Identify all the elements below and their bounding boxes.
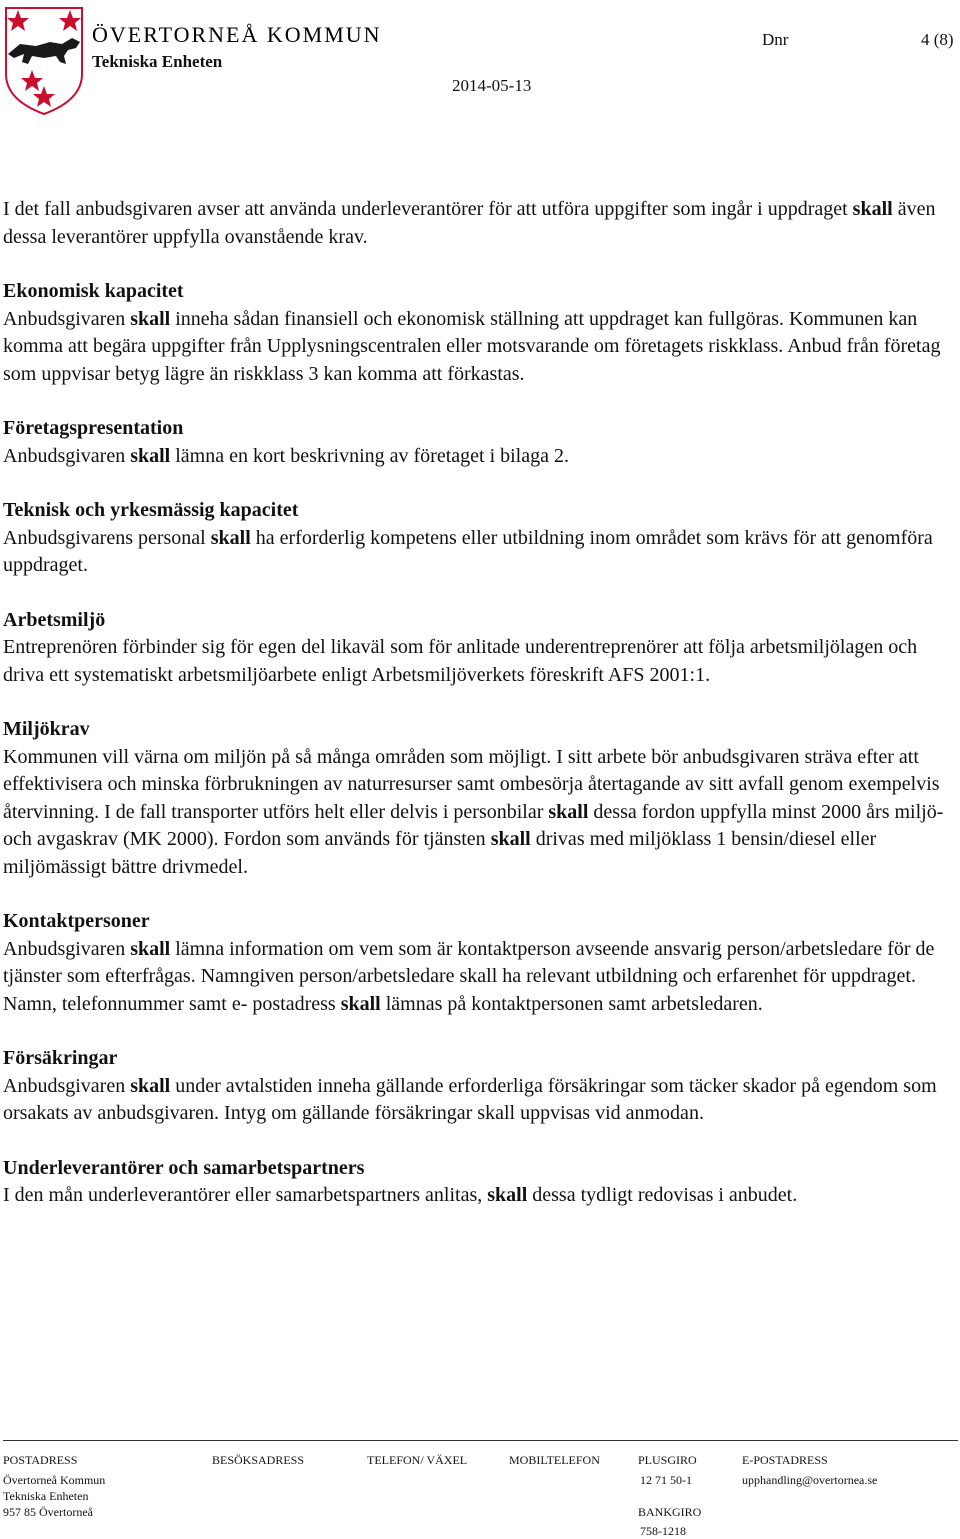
section-paragraph [3, 634, 958, 689]
emphasis-text: skall [852, 198, 893, 220]
paragraph-text: lämna en kort beskrivning av företaget i bilaga 2. [170, 444, 569, 467]
paragraph-text: inneha sådan finansiell och ekonomisk ställning att uppdraget kan fullgöras. Kommunen kan komma att begära uppgifter från Upplysningscentralen eller motsvarande om företagets riskklass. Anbud från företag som uppvisar betyg lägre än riskklass 3 kan komma att förkastas. [3, 307, 941, 385]
footer-address-line: Övertorneå Kommun [3, 1473, 106, 1487]
footer-telefon-label: TELEFON/ VÄXEL [367, 1453, 468, 1467]
paragraph-text: Anbudsgivaren [3, 1074, 131, 1097]
emphasis-text: skall [130, 444, 171, 467]
paragraph-text: Anbudsgivaren [3, 444, 131, 467]
organization-unit: Tekniska Enheten [92, 52, 223, 71]
emphasis-text: skall [130, 937, 171, 960]
footer-postadress-label: POSTADRESS [3, 1453, 78, 1467]
section-paragraph [3, 443, 958, 471]
emphasis-text: skall [130, 1074, 171, 1097]
emphasis-text: skall [130, 307, 171, 330]
section-paragraph [3, 936, 958, 1019]
footer-email-link[interactable]: upphandling@overtornea.se [742, 1473, 878, 1487]
section-paragraph [3, 744, 958, 882]
section-paragraph [3, 1182, 958, 1210]
section-heading: Underleverantörer och samarbetspartners [3, 1156, 365, 1179]
section-paragraph [3, 525, 958, 580]
footer-address-line: Tekniska Enheten [3, 1489, 89, 1503]
section-paragraph [3, 1073, 958, 1128]
intro-paragraph [3, 196, 958, 251]
section-heading: Ekonomisk kapacitet [3, 280, 184, 302]
emphasis-text: skall [340, 992, 381, 1015]
paragraph-text: I den mån underleverantörer eller samarbetspartners anlitas, [3, 1184, 488, 1206]
emphasis-text: skall [490, 828, 531, 850]
page-number: 4 (8) [921, 30, 954, 49]
municipal-crest-logo [2, 4, 86, 116]
footer-bankgiro-value: 758-1218 [640, 1524, 686, 1538]
footer-plusgiro-label: PLUSGIRO [638, 1453, 697, 1467]
footer-plusgiro-value: 12 71 50-1 [640, 1473, 692, 1487]
paragraph-text: lämnas på kontaktpersonen samt arbetsledaren. [380, 992, 763, 1015]
footer-divider [3, 1440, 958, 1441]
paragraph-text: drivas med miljöklass 1 bensin/diesel eller miljömässigt bättre drivmedel. [3, 828, 877, 878]
paragraph-text: dessa fordon uppfylla minst 2000 års miljö- och avgaskrav (MK 2000). Fordon som används för tjänsten [3, 800, 944, 850]
paragraph-text: under avtalstiden inneha gällande erforderliga försäkringar som täcker skador på egendom som orsakats av anbudsgivaren. Intyg om gällande försäkringar skall uppvisas vid anmodan. [3, 1074, 937, 1124]
document-date: 2014-05-13 [452, 76, 532, 95]
paragraph-text: Entreprenören förbinder sig för egen del likaväl som för anlitade underentreprenörer att följa arbetsmiljölagen och driva ett systematiskt arbetsmiljöarbete enligt Arbetsmiljöverkets föreskrift AFS 2001:1. [3, 636, 918, 686]
footer-bankgiro-label: BANKGIRO [638, 1505, 702, 1519]
emphasis-text: skall [487, 1184, 528, 1206]
footer-besoksadress-label: BESÖKSADRESS [212, 1453, 305, 1467]
paragraph-text: ha erforderlig kompetens eller utbildning inom området som krävs för att genomföra uppdraget. [3, 526, 933, 576]
section-heading: Kontaktpersoner [3, 910, 150, 932]
paragraph-text: lämna information om vem som är kontaktperson avseende ansvarig person/arbetsledare för de tjänster som efterfrågas. Namngiven person/arbetsledare skall ha relevant utbildning och erfarenhet för uppdraget. Namn, telefonnummer samt e- postadress [3, 937, 935, 1015]
footer-address-line: 957 85 Övertorneå [3, 1505, 93, 1519]
section-heading: Miljökrav [3, 718, 90, 740]
section-heading: Försäkringar [3, 1047, 118, 1069]
paragraph-text: Anbudsgivaren [3, 307, 131, 330]
emphasis-text: skall [210, 526, 251, 549]
section-heading: Arbetsmiljö [3, 608, 106, 631]
paragraph-text: Anbudsgivarens personal [3, 526, 211, 549]
paragraph-text: även dessa leverantörer uppfylla ovanstående krav. [3, 198, 936, 248]
paragraph-text: Anbudsgivaren [3, 937, 131, 960]
section-heading: Företagspresentation [3, 417, 184, 439]
section-paragraph [3, 306, 958, 389]
dnr-label: Dnr [762, 30, 789, 49]
footer-mobiltelefon-label: MOBILTELEFON [509, 1453, 600, 1467]
document-body [3, 196, 958, 1210]
section-heading: Teknisk och yrkesmässig kapacitet [3, 499, 299, 521]
paragraph-text: I det fall anbudsgivaren avser att använda underleverantörer för att utföra uppgifter som ingår i uppdraget [3, 198, 853, 220]
organization-name: ÖVERTORNEÅ KOMMUN [92, 22, 382, 47]
footer-epost-label: E-POSTADRESS [742, 1453, 828, 1467]
emphasis-text: skall [548, 800, 589, 823]
paragraph-text: Kommunen vill värna om miljön på så många områden som möjligt. I sitt arbete bör anbudsgivaren sträva efter att effektivisera och minska förbrukningen av naturresurser samt ombesörja återtagande av sitt avfall genom exempelvis återvinning. I de fall transporter utförs helt eller delvis i personbilar [3, 745, 940, 823]
paragraph-text: dessa tydligt redovisas i anbudet. [527, 1184, 798, 1206]
